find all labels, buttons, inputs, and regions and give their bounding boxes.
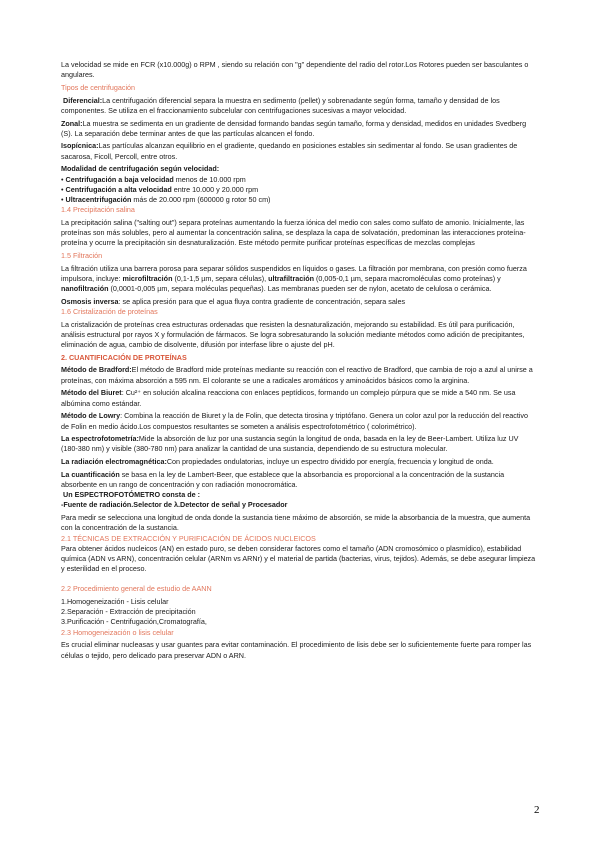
term-text: entre 10.000 y 20.000 rpm xyxy=(171,184,259,194)
paragraph-lowry xyxy=(61,411,537,431)
paragraph-espectrofotometria xyxy=(61,434,537,454)
line-components: -Fuente de radiación.Selector de λ.Detector de señal y Procesador xyxy=(61,500,288,510)
section-heading-tipos-centrifugacion: Tipos de centrifugación xyxy=(61,82,136,92)
term-text: : se aplica presión para que el agua fluya contra gradiente de concentración, separa sales xyxy=(118,296,406,306)
term-label: Ultracentrifugación xyxy=(65,194,132,204)
section-heading-homogeneizacion: 2.3 Homogeneización o lisis celular xyxy=(61,627,174,637)
section-heading-cuantificacion: 2. CUANTIFICACIÓN DE PROTEÍNAS xyxy=(61,352,187,362)
paragraph-filtracion xyxy=(61,264,537,295)
term-label: Método de Lowry xyxy=(61,411,121,421)
paragraph-bradford xyxy=(61,365,537,385)
intro-paragraph: La velocidad se mide en FCR (x10.000g) o RPM , siendo su relación con "g" dependiente del radio del rotor.Los Rotores pueden ser basculantes o angulares. xyxy=(61,60,529,80)
term-label: La cuantificación xyxy=(61,469,120,479)
term-label: Diferencial: xyxy=(63,95,103,105)
paragraph-tecnicas: Para obtener ácidos nucleicos (AN) en estado puro, se deben considerar factores como el tamaño (ADN cromosómico o plasmídico), estabilidad química (ADN vs ARN), concentración celular (ARNm vs ARNr) y el material de partida (bacterias, virus, tejidos). Además, se debe asegurar limpieza y esterilidad en el proceso. xyxy=(61,543,536,574)
paragraph-radiacion xyxy=(61,457,537,467)
term-label: Isopícnica: xyxy=(61,141,99,151)
paragraph-homogeneizacion: Es crucial eliminar nucleasas y usar guantes para evitar contaminación. El procedimiento de lisis debe ser lo suficientemente fuerte para romper las células o tejido, pero delicado para preservar ADN o ARN. xyxy=(61,640,532,660)
term-text: El método de Bradford mide proteínas mediante su reacción con el reactivo de Bradford, que cambia de rojo a azul al unirse a proteínas, con máxima absorción a 595 nm. El colorante se une a radicales aromáticos y aminoácidos básicos como la arginina. xyxy=(61,365,533,385)
section-heading-tecnicas: 2.1 TÉCNICAS DE EXTRACCIÓN Y PURIFICACIÓN DE ÁCIDOS NUCLEICOS xyxy=(61,533,316,543)
term-text: Las partículas alcanzan equilibrio en el gradiente, quedando en posiciones estables sin sedimentar al fondo. Se usan gradientes de sacarosa, Ficoll, Percoll, entre otros. xyxy=(61,141,518,161)
section-heading-filtracion: 1.5 Filtración xyxy=(61,250,103,260)
text-run: (0,1-1,5 µm, separa células), xyxy=(172,273,269,283)
term-label: La espectrofotometría: xyxy=(61,434,139,444)
page-number: 2 xyxy=(534,804,540,816)
section-heading-cristalizacion: 1.6 Cristalización de proteínas xyxy=(61,306,158,316)
paragraph-zonal xyxy=(61,119,537,139)
term-label: Osmosis inversa xyxy=(61,296,119,306)
term-text: La centrifugación diferencial separa la muestra en sedimento (pellet) y sobrenadante según forma, tamaño y densidad de los componentes. Se utiliza en el fraccionamiento subcelular con centrifugaciones sucesivas a mayor velocidad. xyxy=(61,95,500,115)
text-run: Un ESPECTROFOTÓMETRO consta de : xyxy=(63,490,200,500)
paragraph-isopicnica xyxy=(61,141,537,161)
paragraph-biuret xyxy=(61,388,537,408)
term-text: : Cu²⁺ en solución alcalina reacciona con enlaces peptídicos, formando un complejo púrpura que se mide a 540 nm. Se usa albúmina como estándar. xyxy=(61,388,516,408)
paragraph-cuantificacion xyxy=(61,470,537,490)
section-heading-procedimiento: 2.2 Procedimiento general de estudio de AANN xyxy=(61,584,212,594)
term-text: más de 20.000 rpm (600000 g rotor 50 cm) xyxy=(131,194,271,204)
term-label: Centrifugación a alta velocidad xyxy=(65,184,172,194)
term-microfiltracion: microfiltración xyxy=(122,273,173,283)
procedure-step-2: 2.Separación - Extracción de precipitación xyxy=(61,607,196,617)
term-nanofiltracion: nanofiltración xyxy=(61,284,109,294)
text-run: La filtración utiliza una barrera porosa para separar sólidos suspendidos en líquidos o gases. La filtración por membrana, con presión como fuerza impulsora, incluye: xyxy=(61,263,527,283)
term-text: Mide la absorción de luz por una sustancia según la longitud de onda, basada en la ley de Beer-Lambert. Utiliza luz UV (180-380 nm) y visible (380-780 nm) para analizar la cantidad de una sustancia, dependiendo de su estructura molecular. xyxy=(61,434,519,454)
page-content xyxy=(61,60,537,661)
term-text: se basa en la ley de Lambert-Beer, que establece que la absorbancia es proporcional a la concentración de la sustancia absorbente en un rango de concentración y con radiación monocromática. xyxy=(61,469,505,490)
text-run: (0,005-0,1 µm, separa macromoléculas como proteínas) y xyxy=(314,273,501,283)
term-text: : Combina la reacción de Biuret y la de Folin, que detecta tirosina y triptófano. Genera un color azul por la reducción del reactivo de Folin en medio ácido.Los compuestos resultantes se someten a análisis espectrofotométrico ( colorimétrico). xyxy=(61,411,529,431)
paragraph-precipitacion: La precipitación salina ("salting out") separa proteínas aumentando la fuerza iónica del medio con sales como sulfato de amonio. Inicialmente, las proteínas son más solubles, pero al aumentar la concentración salina, se desplaza la capa de solvatación, predominan las interacciones proteína-proteína y ocurre la precipitación sin desnaturalización. Este método permite purificar proteínas específicas de mezclas complejas xyxy=(61,217,526,248)
term-text: Con propiedades ondulatorias, incluye un espectro dividido por energía, frecuencia y longitud de onda. xyxy=(166,457,494,467)
list-item-baja: • Centrifugación a baja velocidad menos de 10.000 rpm xyxy=(61,174,246,184)
line-espectrofotometro xyxy=(61,490,537,500)
heading-modalidad: Modalidad de centrifugación según velocidad: xyxy=(61,164,220,174)
term-text: menos de 10.000 rpm xyxy=(173,174,246,184)
list-item-alta: • Centrifugación a alta velocidad entre 10.000 y 20.000 rpm xyxy=(61,184,259,194)
term-label: La radiación electromagnética: xyxy=(61,457,167,467)
paragraph-osmosis xyxy=(61,297,537,307)
paragraph-cristalizacion: La cristalización de proteínas crea estructuras ordenadas que resisten la desnaturalización, mejorando su estabilidad. Es útil para purificación, análisis estructural por rayos X y formulación de fármacos. Se logra sobresaturando la solución mediante métodos como adición de precipitantes, eliminación de agua, cambio de disolvente, difusión por interfase libre o ajuste del pH. xyxy=(61,319,525,350)
term-label: Método de Bradford: xyxy=(61,365,132,375)
paragraph-diferencial xyxy=(61,96,537,116)
procedure-step-1: 1.Homogeneización - Lisis celular xyxy=(61,597,169,607)
term-label: Centrifugación a baja velocidad xyxy=(65,174,174,184)
term-label: Zonal: xyxy=(61,118,83,128)
paragraph-medir: Para medir se selecciona una longitud de onda donde la sustancia tiene máximo de absorción, se mide la absorbancia de la muestra, que aumenta con la concentración de la sustancia. xyxy=(61,513,531,533)
list-item-ultra: • Ultracentrifugación más de 20.000 rpm (600000 g rotor 50 cm) xyxy=(61,194,271,204)
procedure-step-3: 3.Purificación - Centrifugación,Cromatografía, xyxy=(61,617,207,627)
term-ultrafiltracion: ultrafiltración xyxy=(268,273,315,283)
term-label: Método del Biuret xyxy=(61,388,122,398)
text-run: (0,0001-0,005 µm, separa moléculas pequeñas). Las membranas pueden ser de nylon, acetato de celulosa o cerámica. xyxy=(108,284,492,294)
section-heading-precipitacion: 1.4 Precipitación salina xyxy=(61,205,135,215)
term-text: La muestra se sedimenta en un gradiente de densidad formando bandas según tamaño, forma y densidad, medidos en unidades Svedberg (S). La separación debe terminar antes de que las partículas alcancen el fondo. xyxy=(61,118,527,138)
